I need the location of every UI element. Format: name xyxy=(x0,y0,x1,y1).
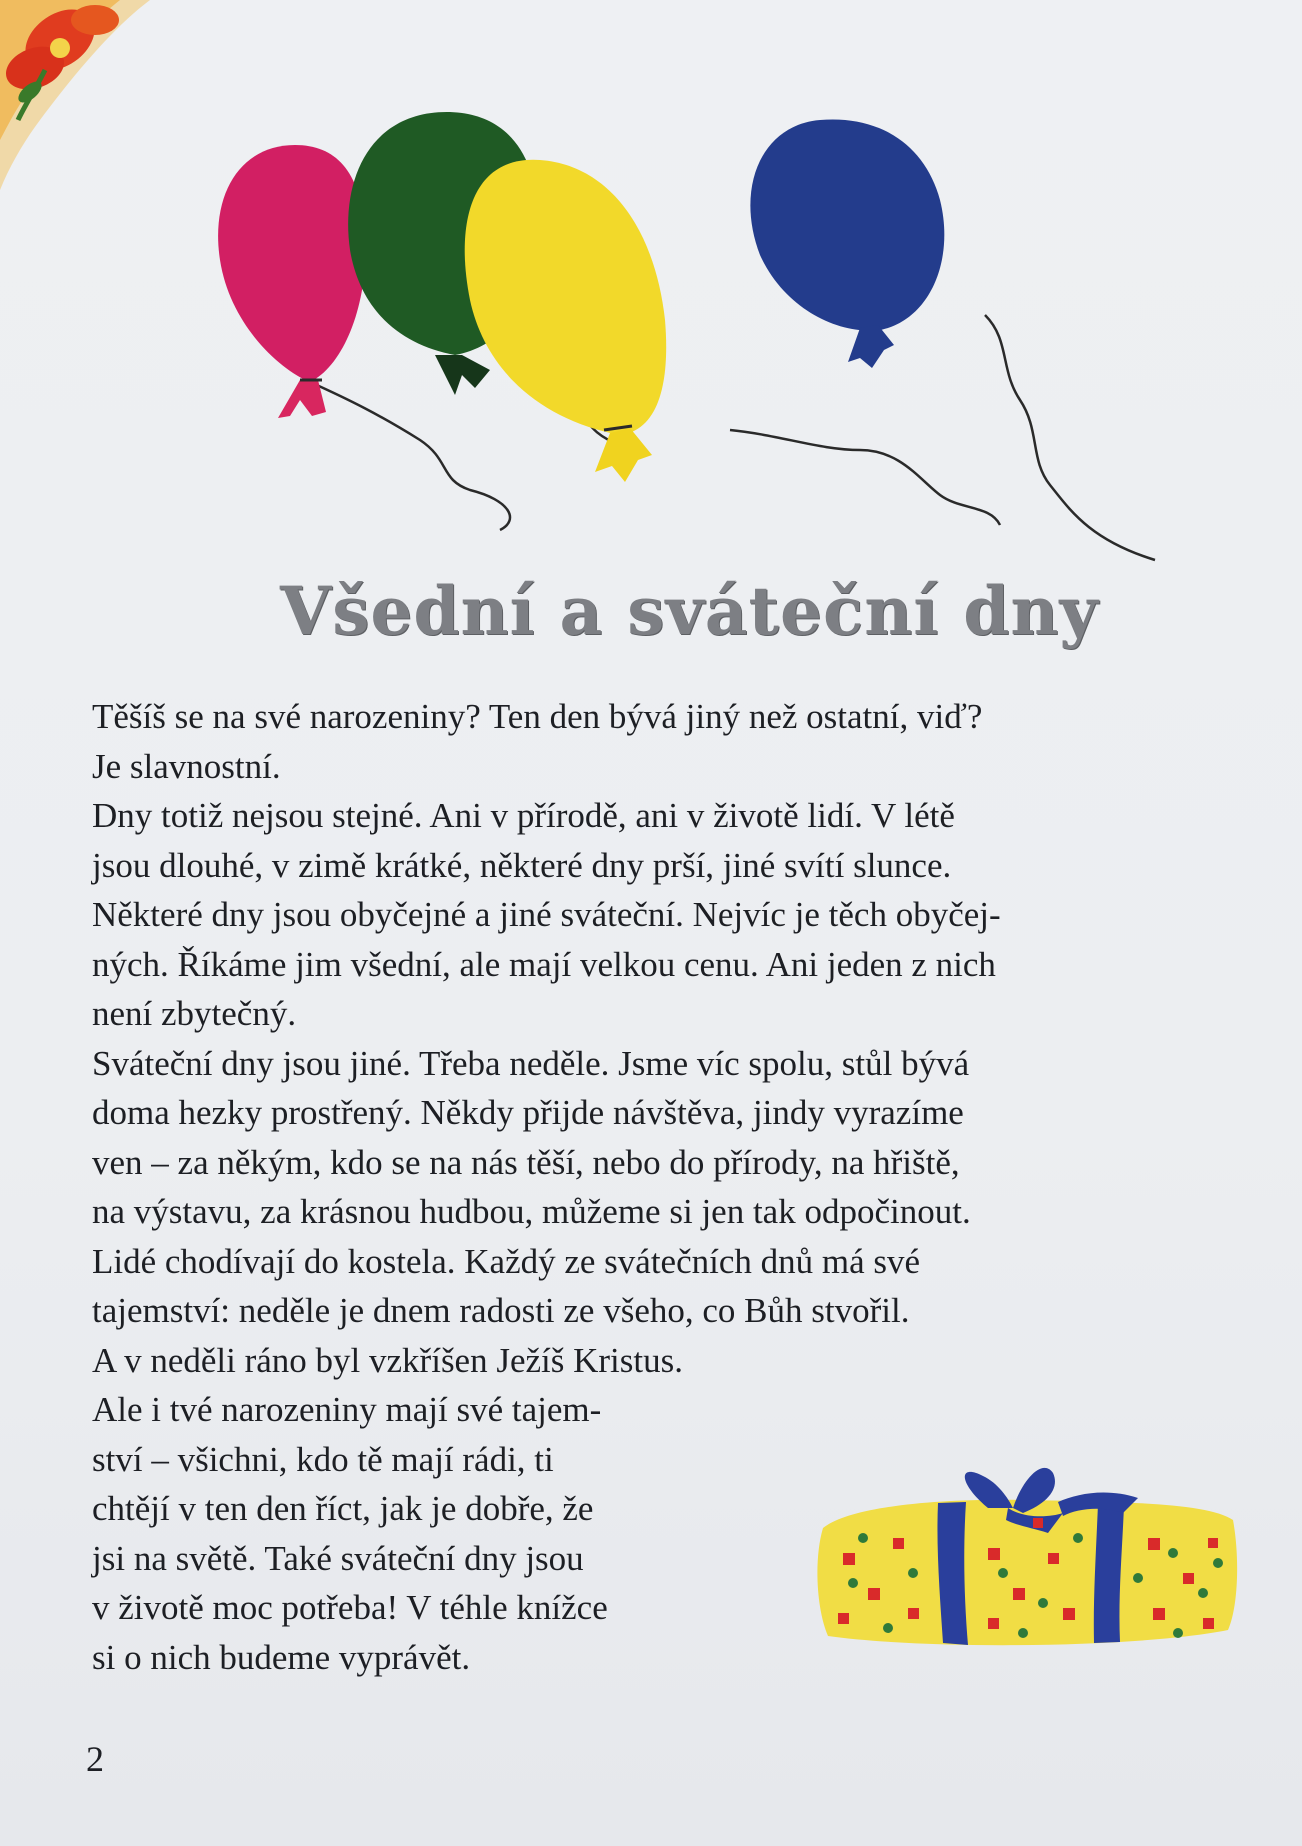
text-line: doma hezky prostřený. Někdy přijde návštěva, jindy vyrazíme xyxy=(92,1093,964,1132)
text-line: Těšíš se na své narozeniny? Ten den bývá jiný než ostatní, viď? xyxy=(92,697,983,736)
text-line: ství – všichni, kdo tě mají rádi, ti xyxy=(92,1439,554,1479)
text-line: v životě moc potřeba! V téhle knížce xyxy=(92,1588,608,1627)
text-line: jsi na světě. Také sváteční dny jsou xyxy=(92,1538,584,1578)
flower-icon xyxy=(0,0,150,190)
text-line: chtějí v ten den říct, jak je dobře, že xyxy=(92,1489,594,1528)
text-line: Lidé chodívají do kostela. Každý ze svátečních dnů má své xyxy=(92,1241,921,1281)
text-line: Ale i tvé narozeniny mají své tajem- xyxy=(92,1390,602,1429)
text-line: ných. Říkáme jim všední, ale mají velkou cenu. Ani jeden z nich xyxy=(92,944,996,984)
text-line: ven – za někým, kdo se na nás těší, nebo do přírody, na hřiště, xyxy=(92,1142,960,1182)
page-title: Všední a sváteční dny xyxy=(280,572,1099,650)
text-line: tajemství: neděle je dnem radosti ze všeho, co Bůh stvořil. xyxy=(92,1291,910,1330)
page-number: 2 xyxy=(86,1739,104,1779)
text-line: Je slavnostní. xyxy=(92,746,281,786)
text-line: není zbytečný. xyxy=(92,994,297,1033)
text-line: A v neděli ráno byl vzkříšen Ježíš Kristus. xyxy=(92,1340,684,1380)
balloons-icon xyxy=(200,100,1190,580)
text-line: Dny totiž nejsou stejné. Ani v přírodě, ani v životě lidí. V létě xyxy=(92,796,955,835)
text-line: Sváteční dny jsou jiné. Třeba neděle. Jsme víc spolu, stůl bývá xyxy=(92,1043,970,1083)
gift-icon xyxy=(808,1458,1243,1653)
text-line: si o nich budeme vyprávět. xyxy=(92,1637,471,1677)
text-line: Některé dny jsou obyčejné a jiné sváteční. Nejvíc je těch obyčej- xyxy=(92,895,1001,934)
text-line: jsou dlouhé, v zimě krátké, některé dny prší, jiné svítí slunce. xyxy=(92,845,952,885)
text-line: na výstavu, za krásnou hudbou, můžeme si jen tak odpočinout. xyxy=(92,1192,971,1231)
